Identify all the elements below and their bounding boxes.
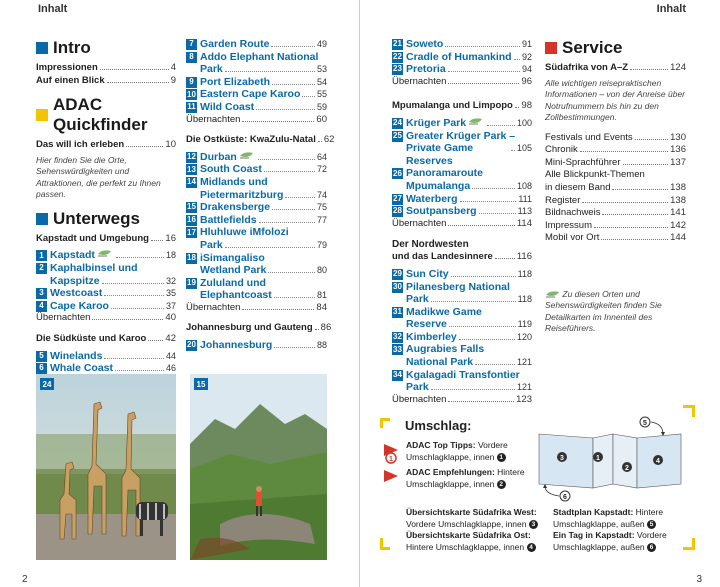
garden-entries bbox=[186, 38, 327, 114]
section-nordwesten-line1[interactable]: Der Nordwesten bbox=[392, 239, 469, 251]
entry-label: Kapstadt bbox=[50, 249, 95, 262]
section-kapstadt[interactable]: Kapstadt und Umgebung 16 bbox=[36, 232, 176, 244]
toc-entry[interactable] bbox=[392, 51, 532, 64]
entry-number-badge: 14 bbox=[187, 177, 196, 187]
red-square-icon bbox=[545, 42, 557, 54]
entry-number-badge: 27 bbox=[393, 193, 402, 203]
entry-label: Whale Coast bbox=[50, 362, 114, 375]
entry-label: Madikwe Game bbox=[406, 305, 482, 318]
entry-label: National Park bbox=[406, 356, 474, 369]
toc-entry[interactable] bbox=[186, 277, 327, 302]
entry-label: Park bbox=[406, 381, 429, 394]
entry-label: Sun City bbox=[406, 267, 449, 280]
toc-entry[interactable] bbox=[392, 38, 532, 51]
entry-page: 91 bbox=[521, 39, 532, 49]
toc-row-quickfinder[interactable]: Das will ich erleben 10 bbox=[36, 139, 176, 151]
blue-square-icon bbox=[36, 42, 48, 54]
entry-number-badge: 6 bbox=[36, 363, 47, 374]
unterwegs-heading: Unterwegs bbox=[36, 209, 176, 229]
entry-number-badge: 31 bbox=[393, 306, 402, 316]
toc-entry[interactable] bbox=[392, 130, 532, 168]
toc-entry[interactable] bbox=[36, 300, 176, 313]
entry-number-badge: 8 bbox=[186, 52, 197, 63]
umschlag-karte-ost: Übersichtskarte Südafrika Ost: Hintere Umschlagklappe, innen 4 bbox=[406, 530, 541, 553]
entry-label: Drakensberge bbox=[200, 201, 271, 214]
entry-label: Midlands und bbox=[200, 175, 268, 188]
entry-number-badge: 22 bbox=[393, 51, 402, 61]
entry-label: Park bbox=[200, 238, 223, 251]
entry-label: Wild Coast bbox=[200, 100, 255, 113]
toc-entry[interactable] bbox=[392, 306, 532, 331]
entry-number-badge: 16 bbox=[187, 214, 196, 224]
entry-label: Zululand und bbox=[200, 276, 266, 289]
entry-label: Elephantcoast bbox=[200, 289, 272, 302]
entry-page: 72 bbox=[316, 164, 327, 175]
map-leaf-icon bbox=[239, 151, 254, 160]
entry-page: 54 bbox=[316, 76, 327, 87]
leaf-legend-note: Zu diesen Orten und Sehenswürdigkeiten finden Sie Detailkarten im Innenteil des Reiseführers. bbox=[545, 288, 662, 334]
toc-row[interactable]: in diesem Band 138 bbox=[545, 181, 686, 193]
entry-label: Soweto bbox=[406, 38, 444, 50]
toc-entry[interactable] bbox=[186, 176, 327, 201]
entry-number-badge: 10 bbox=[187, 89, 196, 99]
toc-entry[interactable] bbox=[392, 205, 532, 218]
giraffe-photo bbox=[36, 374, 176, 560]
toc-entry[interactable] bbox=[186, 163, 327, 176]
entry-page: 46 bbox=[165, 363, 176, 374]
entry-label: Winelands bbox=[50, 349, 103, 362]
section-suedkueste[interactable]: Die Südküste und Karoo 42 bbox=[36, 332, 176, 344]
entry-number-badge: 15 bbox=[187, 202, 196, 212]
toc-row[interactable]: Impressionen 4 bbox=[36, 62, 176, 73]
umschlag-stadtplan: Stadtplan Kapstadt: Hintere Umschlagklappe, außen 5 bbox=[553, 507, 664, 529]
toc-entry[interactable] bbox=[36, 249, 176, 262]
entry-label: Battlefields bbox=[200, 213, 257, 226]
umschlag-karte-west: Übersichtskarte Südafrika West: Vordere Umschlagklappe, innen 3 bbox=[406, 507, 537, 529]
entry-page: 118 bbox=[517, 294, 532, 305]
entry-page: 37 bbox=[165, 300, 176, 311]
entry-label: Westcoast bbox=[50, 287, 103, 300]
a-z-note: Alle wichtigen reisepraktischen Informationen – von der Anreise über Notrufnummern bis hin zu den Zollbestimmungen. bbox=[545, 77, 686, 123]
entry-label: Kaphalbinsel und bbox=[50, 261, 138, 274]
toc-row-uebernachten[interactable]: Übernachten 123 bbox=[392, 393, 532, 405]
entry-label: Mpumalanga bbox=[406, 179, 471, 192]
entry-page: 108 bbox=[516, 180, 532, 191]
suedkueste-entries bbox=[36, 350, 176, 375]
entry-page: 121 bbox=[516, 357, 532, 368]
entry-number-badge: 30 bbox=[393, 281, 402, 291]
entry-label: Park bbox=[406, 293, 429, 306]
entry-label: Private Game Reserves bbox=[406, 142, 474, 167]
entry-label: Greater Krüger Park – bbox=[406, 129, 516, 142]
entry-page: 111 bbox=[518, 193, 532, 204]
toc-entry[interactable] bbox=[186, 38, 327, 51]
ostkueste-entries bbox=[186, 151, 327, 302]
entry-label: Durban bbox=[200, 150, 237, 163]
toc-entry[interactable] bbox=[186, 88, 327, 101]
entry-page: 100 bbox=[516, 117, 532, 128]
toc-row[interactable]: Mobil vor Ort 144 bbox=[545, 232, 686, 244]
entry-number-badge: 7 bbox=[186, 39, 197, 50]
toc-row-uebernachten[interactable]: Übernachten 40 bbox=[36, 312, 176, 324]
nordwesten-entries bbox=[392, 268, 532, 394]
toc-entry[interactable] bbox=[392, 343, 532, 368]
entry-page: 121 bbox=[516, 382, 532, 393]
entry-label: Eastern Cape Karoo bbox=[200, 88, 301, 101]
entry-page: 32 bbox=[165, 275, 176, 286]
toc-entry[interactable] bbox=[392, 331, 532, 344]
toc-column-3 bbox=[392, 38, 532, 406]
page-gutter bbox=[359, 0, 360, 587]
toc-entry[interactable] bbox=[186, 151, 327, 164]
toc-entry[interactable] bbox=[186, 201, 327, 214]
entry-number-badge: 21 bbox=[393, 39, 402, 49]
yellow-corner-mark bbox=[683, 405, 695, 417]
intro-heading: Intro bbox=[36, 38, 176, 58]
entry-label: Kapspitze bbox=[50, 274, 100, 287]
mountain-photo bbox=[190, 374, 327, 560]
entry-label: Pietermaritzburg bbox=[200, 188, 284, 201]
entry-label: Wetland Park bbox=[200, 264, 267, 277]
entry-number-badge: 5 bbox=[36, 351, 47, 362]
entry-label: Johannesburg bbox=[200, 339, 273, 352]
entry-label: Hluhluwe iMfolozi bbox=[200, 226, 289, 239]
toc-entry[interactable] bbox=[186, 214, 327, 227]
section-johannesburg[interactable]: Johannesburg und Gauteng 86 bbox=[186, 322, 332, 334]
entry-page: 79 bbox=[316, 239, 327, 250]
quickfinder-heading: ADAC Quickfinder bbox=[36, 95, 176, 135]
svg-text:1: 1 bbox=[389, 456, 393, 463]
toc-entry[interactable] bbox=[36, 262, 176, 287]
toc-entry[interactable] bbox=[186, 252, 327, 277]
entry-number-badge: 12 bbox=[187, 151, 196, 161]
toc-entry[interactable] bbox=[392, 281, 532, 306]
yellow-square-icon bbox=[36, 109, 48, 121]
toc-row[interactable]: Register 138 bbox=[545, 194, 686, 206]
toc-row-uebernachten[interactable]: Übernachten 114 bbox=[392, 217, 532, 229]
toc-row-uebernachten[interactable]: Übernachten 84 bbox=[186, 301, 327, 313]
toc-entry[interactable] bbox=[392, 268, 532, 281]
umschlag-empfehlungen: ADAC Empfehlungen: Hintere Umschlagklappe, innen 2 bbox=[406, 467, 525, 489]
service-list bbox=[545, 132, 686, 245]
intro-list bbox=[36, 62, 176, 87]
entry-page: 118 bbox=[517, 268, 532, 279]
entry-page: 113 bbox=[517, 206, 532, 217]
entry-label: Cradle of Humankind bbox=[406, 50, 512, 63]
page-number-right: 3 bbox=[696, 574, 702, 585]
toc-entry[interactable] bbox=[186, 339, 327, 352]
entry-label: Cape Karoo bbox=[50, 299, 109, 312]
entry-label: Reserve bbox=[406, 318, 447, 331]
entry-number-badge: 11 bbox=[187, 102, 196, 112]
svg-text:5: 5 bbox=[643, 420, 647, 427]
svg-text:3: 3 bbox=[560, 455, 564, 462]
entry-label: Pretoria bbox=[406, 63, 446, 76]
toc-row[interactable]: Bildnachweis 141 bbox=[545, 207, 686, 219]
entry-label: Kgalagadi Transfontier bbox=[406, 368, 520, 381]
entry-page: 64 bbox=[316, 151, 327, 162]
entry-number-badge: 1 bbox=[36, 250, 47, 261]
toc-entry[interactable] bbox=[186, 226, 327, 251]
entry-page: 88 bbox=[316, 340, 327, 351]
toc-entry[interactable] bbox=[186, 76, 327, 89]
toc-entry[interactable] bbox=[186, 101, 327, 114]
toc-entry[interactable] bbox=[36, 287, 176, 300]
entry-label: Addo Elephant National bbox=[200, 50, 319, 63]
entry-number-badge: 29 bbox=[393, 269, 402, 279]
entry-number-badge: 19 bbox=[187, 277, 196, 287]
umschlag-ein-tag: Ein Tag in Kapstadt: Vordere Umschlagklappe, außen 6 bbox=[553, 530, 667, 552]
yellow-corner-mark bbox=[683, 538, 695, 550]
entry-number-badge: 34 bbox=[393, 369, 402, 379]
toc-entry[interactable] bbox=[392, 63, 532, 76]
kapstadt-entries bbox=[36, 249, 176, 312]
section-ostkueste[interactable]: Die Ostküste: KwaZulu-Natal 62 bbox=[186, 134, 335, 146]
umschlag-tipps: ADAC Top Tipps: Vordere Umschlagklappe, innen 1 bbox=[406, 440, 508, 462]
umschlag-title: Umschlag: bbox=[405, 418, 472, 433]
mountain-image bbox=[190, 374, 327, 560]
header-right: Inhalt bbox=[656, 3, 686, 15]
gauteng-entries bbox=[392, 38, 532, 76]
entry-page: 53 bbox=[316, 64, 327, 75]
toc-entry[interactable] bbox=[186, 51, 327, 76]
header-left: Inhalt bbox=[38, 3, 68, 15]
entry-label: Kimberley bbox=[406, 330, 457, 343]
cover-diagram bbox=[535, 412, 685, 506]
toc-column-4 bbox=[545, 38, 686, 335]
entry-label: Panoramaroute bbox=[406, 167, 484, 180]
entry-number-badge: 13 bbox=[187, 164, 196, 174]
entry-label: iSimangaliso bbox=[200, 251, 265, 264]
entry-label: Pilanesberg National bbox=[406, 280, 510, 293]
entry-page: 81 bbox=[316, 290, 327, 301]
entry-page: 92 bbox=[521, 51, 532, 62]
entry-page: 120 bbox=[516, 331, 532, 342]
quickfinder-note: Hier finden Sie die Orte, Sehenswürdigkeiten und Attraktionen, die perfekt zu Ihnen passen. bbox=[36, 154, 161, 200]
entry-page: 18 bbox=[165, 250, 176, 261]
entry-number-badge: 32 bbox=[393, 332, 402, 342]
entry-label: Waterberg bbox=[406, 192, 458, 205]
entry-page: 94 bbox=[521, 64, 532, 75]
entry-number-badge: 33 bbox=[393, 344, 402, 354]
cover-fold-icon bbox=[380, 440, 402, 490]
page-number-left: 2 bbox=[22, 574, 28, 585]
svg-text:6: 6 bbox=[563, 494, 567, 501]
toc-row[interactable]: Alle Blickpunkt-Themen bbox=[545, 169, 645, 181]
entry-label: Garden Route bbox=[200, 38, 270, 50]
toc-column-2 bbox=[186, 38, 335, 352]
entry-page: 77 bbox=[316, 214, 327, 225]
entry-number-badge: 4 bbox=[36, 301, 47, 312]
section-nordwesten-line2[interactable]: und das Landesinnere 116 bbox=[392, 251, 532, 263]
toc-entry[interactable] bbox=[36, 350, 176, 363]
giraffe-image bbox=[36, 374, 176, 560]
entry-number-badge: 28 bbox=[393, 206, 402, 216]
photo-number-badge: 24 bbox=[40, 378, 54, 390]
entry-page: 49 bbox=[316, 39, 327, 49]
toc-row[interactable]: Mini-Sprachführer 137 bbox=[545, 156, 686, 168]
entry-label: Augrabies Falls bbox=[406, 343, 485, 356]
entry-number-badge: 17 bbox=[187, 227, 196, 237]
mpumalanga-entries bbox=[392, 117, 532, 218]
toc-entry[interactable] bbox=[392, 117, 532, 130]
toc-row[interactable]: Impressum 142 bbox=[545, 219, 686, 231]
photo-number-badge: 15 bbox=[194, 378, 208, 390]
entry-page: 55 bbox=[316, 89, 327, 100]
entry-label: Park bbox=[200, 63, 223, 76]
map-leaf-icon bbox=[545, 290, 560, 299]
entry-page: 35 bbox=[165, 288, 176, 299]
entry-number-badge: 3 bbox=[36, 288, 47, 299]
toc-row[interactable]: Chronik 136 bbox=[545, 144, 686, 156]
entry-label: Port Elizabeth bbox=[200, 75, 271, 88]
toc-entry[interactable] bbox=[392, 167, 532, 192]
entry-number-badge: 23 bbox=[393, 64, 402, 74]
entry-page: 44 bbox=[165, 350, 176, 361]
toc-row[interactable]: Festivals und Events 130 bbox=[545, 131, 686, 143]
toc-row[interactable]: Auf einen Blick 9 bbox=[36, 74, 176, 86]
service-heading: Service bbox=[545, 38, 686, 58]
blue-square-icon bbox=[36, 213, 48, 225]
yellow-corner-mark bbox=[380, 418, 390, 428]
section-mpumalanga[interactable]: Mpumalanga und Limpopo 98 bbox=[392, 100, 532, 112]
entry-label: South Coast bbox=[200, 163, 262, 176]
svg-text:1: 1 bbox=[596, 455, 600, 462]
toc-row-a-z[interactable]: Südafrika von A–Z 124 bbox=[545, 62, 686, 73]
entry-page: 75 bbox=[316, 202, 327, 213]
johannesburg-entries bbox=[186, 339, 327, 352]
entry-number-badge: 26 bbox=[393, 168, 402, 178]
svg-text:2: 2 bbox=[625, 465, 629, 472]
toc-column-1 bbox=[36, 38, 176, 375]
entry-number-badge: 9 bbox=[186, 77, 197, 88]
toc-row-uebernachten[interactable]: Übernachten 96 bbox=[392, 75, 532, 87]
entry-page: 119 bbox=[517, 319, 532, 330]
toc-row-uebernachten[interactable]: Übernachten 60 bbox=[186, 113, 327, 125]
entry-label: Krüger Park bbox=[406, 116, 467, 129]
map-leaf-icon bbox=[97, 249, 112, 258]
entry-number-badge: 24 bbox=[393, 118, 402, 128]
entry-page: 105 bbox=[516, 143, 532, 154]
entry-page: 74 bbox=[316, 189, 327, 200]
entry-number-badge: 20 bbox=[187, 340, 196, 350]
entry-number-badge: 2 bbox=[36, 263, 47, 274]
yellow-corner-mark bbox=[380, 538, 390, 550]
entry-number-badge: 25 bbox=[393, 130, 402, 140]
entry-page: 59 bbox=[316, 101, 327, 112]
toc-entry[interactable] bbox=[36, 362, 176, 375]
entry-label: Soutpansberg bbox=[406, 205, 477, 218]
toc-entry[interactable] bbox=[392, 193, 532, 206]
entry-number-badge: 18 bbox=[187, 252, 196, 262]
toc-entry[interactable] bbox=[392, 369, 532, 394]
entry-page: 80 bbox=[316, 265, 327, 276]
svg-text:4: 4 bbox=[656, 458, 660, 465]
map-leaf-icon bbox=[468, 117, 483, 126]
